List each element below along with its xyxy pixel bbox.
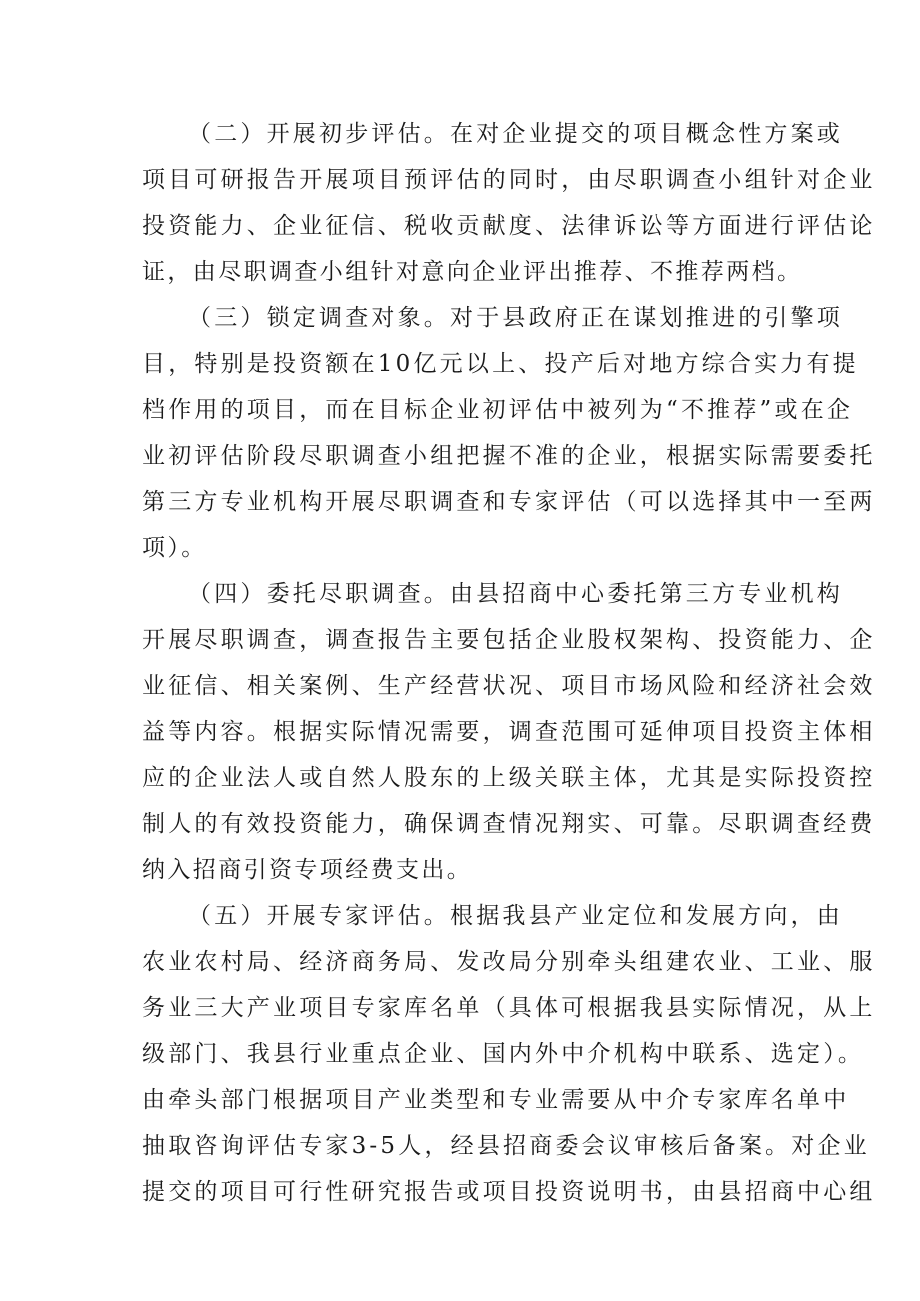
paragraph-5-line-6: 抽取咨询评估专家3-5人，经县招商委会议审核后备案。对企业 xyxy=(142,1133,870,1159)
paragraph-3-line-6: 项）。 xyxy=(142,535,207,561)
paragraph-4-line-6: 制人的有效投资能力，确保调查情况翔实、可靠。尽职调查经费 xyxy=(142,811,876,837)
paragraph-4-line-1: （四）委托尽职调查。由县招商中心委托第三方专业机构 xyxy=(188,581,843,607)
paragraph-3-line-2: 目，特别是投资额在10亿元以上、投产后对地方综合实力有提 xyxy=(142,351,859,377)
paragraph-3-line-3: 档作用的项目，而在目标企业初评估中被列为“不推荐”或在企 xyxy=(142,397,854,423)
paragraph-4-line-4: 益等内容。根据实际情况需要，调查范围可延伸项目投资主体相 xyxy=(142,719,876,745)
paragraph-2-line-2: 项目可研报告开展项目预评估的同时，由尽职调查小组针对企业 xyxy=(142,167,876,193)
paragraph-5-line-7: 提交的项目可行性研究报告或项目投资说明书，由县招商中心组 xyxy=(142,1179,876,1205)
paragraph-3-line-5: 第三方专业机构开展尽职调查和专家评估（可以选择其中一至两 xyxy=(142,489,876,515)
paragraph-3-line-1: （三）锁定调查对象。对于县政府正在谋划推进的引擎项 xyxy=(188,305,843,331)
paragraph-4-line-2: 开展尽职调查，调查报告主要包括企业股权架构、投资能力、企 xyxy=(142,627,876,653)
paragraph-4-line-7: 纳入招商引资专项经费支出。 xyxy=(142,857,473,883)
paragraph-4-line-3: 业征信、相关案例、生产经营状况、项目市场风险和经济社会效 xyxy=(142,673,876,699)
paragraph-2-line-1: （二）开展初步评估。在对企业提交的项目概念性方案或 xyxy=(188,121,843,147)
paragraph-5-line-4: 级部门、我县行业重点企业、国内外中介机构中联系、选定）。 xyxy=(142,1041,865,1067)
paragraph-5-line-2: 农业农村局、经济商务局、发改局分别牵头组建农业、工业、服 xyxy=(142,949,876,975)
paragraph-5-line-1: （五）开展专家评估。根据我县产业定位和发展方向，由 xyxy=(188,903,843,929)
paragraph-4-line-5: 应的企业法人或自然人股东的上级关联主体，尤其是实际投资控 xyxy=(142,765,876,791)
paragraph-2-line-4: 证，由尽职调查小组针对意向企业评出推荐、不推荐两档。 xyxy=(142,259,803,285)
paragraph-2-line-3: 投资能力、企业征信、税收贡献度、法律诉讼等方面进行评估论 xyxy=(142,213,876,239)
paragraph-5-line-5: 由牵头部门根据项目产业类型和专业需要从中介专家库名单中 xyxy=(142,1087,850,1113)
paragraph-5-line-3: 务业三大产业项目专家库名单（具体可根据我县实际情况，从上 xyxy=(142,995,876,1021)
paragraph-3-line-4: 业初评估阶段尽职调查小组把握不准的企业，根据实际需要委托 xyxy=(142,443,876,469)
